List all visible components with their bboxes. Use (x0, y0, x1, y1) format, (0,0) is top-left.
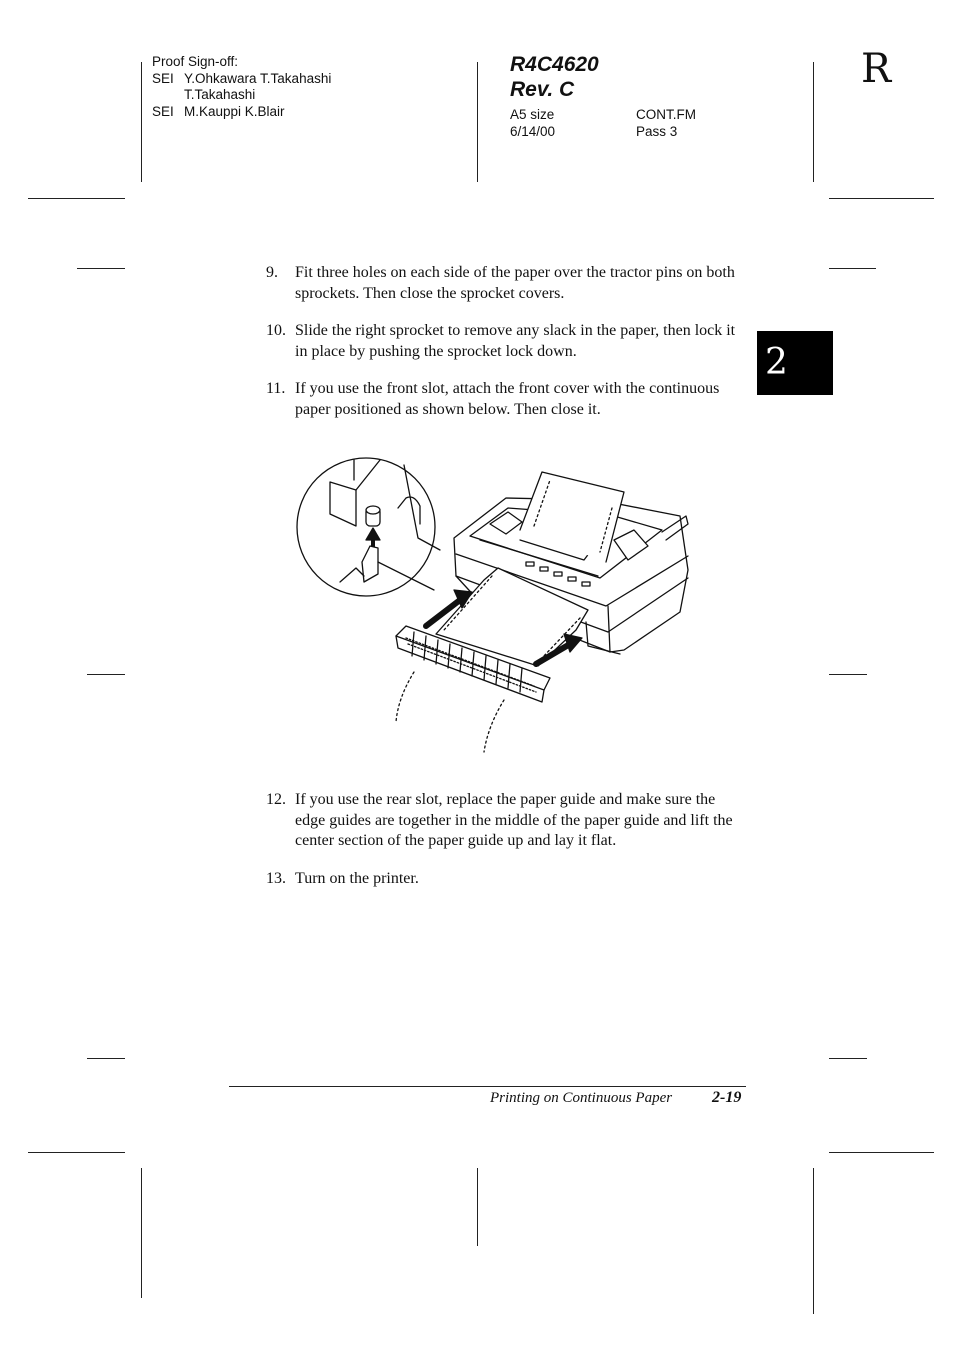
crop-mark (829, 198, 934, 199)
steps-list-top (266, 263, 746, 420)
step-number: 9. (266, 264, 278, 281)
sprocket-detail-inset (297, 458, 440, 596)
proof-label: SEI (152, 103, 174, 119)
paper-draping (396, 672, 504, 752)
meta-right: Pass 3 (636, 123, 678, 139)
list-item (266, 790, 746, 852)
steps-list-bottom (266, 790, 746, 889)
meta-left: 6/14/00 (510, 123, 556, 139)
proof-names: Y.Ohkawara T.Takahashi (184, 70, 332, 86)
step-text: If you use the rear slot, replace the paper guide and make sure the edge guides are together in the middle of the paper guide and lift the center section of the paper guide up and lay it flat. (295, 791, 733, 849)
list-item (266, 379, 746, 420)
footer-rule (229, 1086, 746, 1087)
meta-row (510, 124, 696, 141)
crop-mark (829, 1058, 867, 1059)
chapter-tab: 2 (757, 331, 833, 395)
crop-mark (141, 62, 142, 182)
list-item (266, 869, 746, 890)
list-item (266, 263, 746, 304)
proof-row (152, 104, 331, 121)
document-code (510, 52, 599, 102)
proof-row (152, 87, 331, 104)
meta-right: CONT.FM (636, 107, 696, 122)
step-number: 13. (266, 869, 286, 887)
step-text: Turn on the printer. (295, 869, 419, 887)
crop-mark (829, 674, 867, 675)
step-text: If you use the front slot, attach the front cover with the continuous paper positioned as shown below. Then close it. (295, 380, 720, 418)
crop-mark (813, 62, 814, 182)
proof-label (152, 87, 184, 104)
revision: Rev. C (510, 78, 575, 101)
crop-mark (28, 1152, 125, 1153)
crop-mark (829, 268, 876, 269)
footer-section-title: Printing on Continuous Paper (490, 1090, 673, 1106)
proof-row (152, 71, 331, 88)
proof-label: SEI (152, 70, 174, 86)
crop-mark (141, 1168, 142, 1298)
crop-mark (87, 1058, 125, 1059)
printer-front-cover-illustration (294, 450, 694, 760)
step-number: 12. (266, 791, 286, 808)
meta-row (510, 107, 696, 124)
step-text: Slide the right sprocket to remove any slack in the paper, then lock it in place by pushing the sprocket lock down. (295, 322, 736, 360)
step-text: Fit three holes on each side of the paper over the tractor pins on both sprockets. Then close the sprocket covers. (295, 264, 735, 302)
crop-mark (28, 198, 125, 199)
crop-mark (813, 1168, 814, 1314)
revision-letter: R (861, 46, 892, 92)
crop-mark (77, 268, 125, 269)
page-number: 2-19 (712, 1089, 742, 1106)
proof-names: M.Kauppi K.Blair (184, 103, 285, 119)
crop-mark (477, 62, 478, 182)
step-number: 11. (266, 380, 286, 397)
crop-mark (87, 674, 125, 675)
crop-mark (829, 1152, 934, 1153)
meta-left: A5 size (510, 107, 555, 122)
list-item (266, 321, 746, 362)
step-number: 10. (266, 322, 286, 339)
crop-mark (477, 1168, 478, 1246)
proof-title: Proof Sign-off: (152, 54, 239, 69)
proof-signoff (152, 54, 331, 120)
proof-names: T.Takahashi (184, 87, 256, 102)
model-code: R4C4620 (510, 53, 599, 76)
document-meta (510, 107, 696, 140)
